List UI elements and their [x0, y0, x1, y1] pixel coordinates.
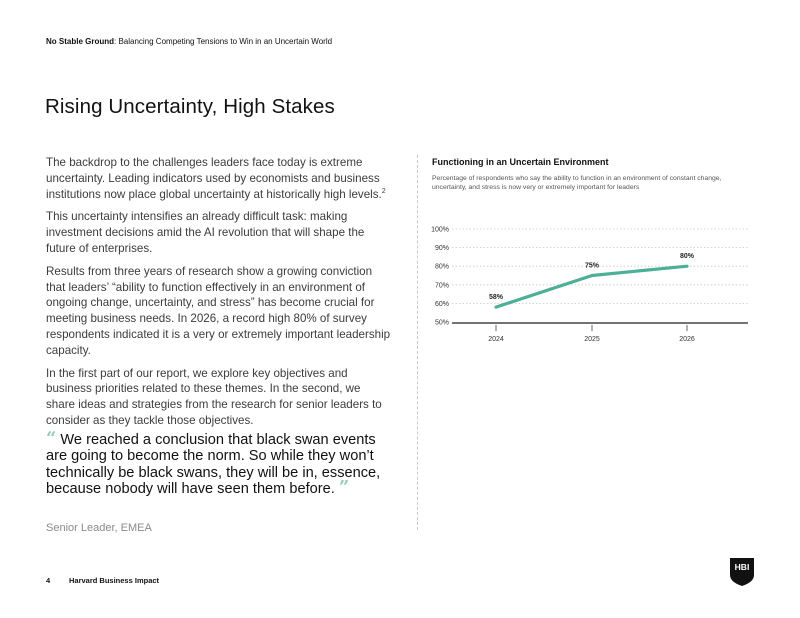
quote-attribution: Senior Leader, EMEA [46, 522, 152, 534]
hbi-logo [730, 558, 754, 586]
logo-text: HBI [734, 562, 750, 572]
x-tick-label: 2024 [488, 336, 504, 343]
report-title: No Stable Ground [46, 37, 114, 46]
y-tick-label: 60% [434, 300, 449, 308]
paragraph-2: This uncertainty intensifies an already difficult task: making investment decisions amid the AI revolution that will shape the future of enterprises. [46, 210, 365, 255]
chart-subtitle: Percentage of respondents who say the ability to function in an environment of constant change, uncertainty, and stress is now very or extremely important for leaders [432, 175, 722, 191]
x-tick-label: 2025 [584, 336, 600, 343]
close-quote-icon: ” [338, 477, 350, 499]
series-line [496, 266, 687, 307]
page-number: 4 [46, 576, 51, 585]
data-label: 80% [679, 253, 695, 261]
open-quote-icon: “ [46, 428, 57, 449]
report-subtitle: : Balancing Competing Tensions to Win in an Uncertain World [114, 37, 333, 46]
page-title: Rising Uncertainty, High Stakes [45, 95, 335, 118]
quote-text: We reached a conclusion that black swan events are going to become the norm. So while they won’t technically be black swans, they will be in, essence, because nobody will have seen them before. [46, 432, 381, 498]
publisher-name: Harvard Business Impact [69, 576, 160, 585]
y-tick-label: 90% [434, 245, 449, 253]
x-tick-label: 2026 [679, 336, 695, 343]
y-tick-label: 70% [434, 282, 449, 290]
paragraph-1-text: The backdrop to the challenges leaders face today is extreme uncertainty. Leading indicators used by economists and business institutions now place global uncertainty at historically high levels. [46, 156, 382, 201]
paragraph-3: Results from three years of research show a growing conviction that leaders’ “ability to function effectively in an environment of ongoing change, uncertainty, and stress” has become crucial for meeting business needs. In 2026, a record high 80% of survey respondents indicated it is a very or extremely important leadership capacity. [46, 264, 391, 357]
data-label: 75% [584, 262, 600, 270]
y-tick-label: 80% [434, 263, 449, 271]
paragraph-4: In the first part of our report, we explore key objectives and business priorities related to these themes. In the second, we share ideas and strategies from the research for senior leaders to consider as they tackle those objectives. [46, 366, 382, 427]
footnote-ref[interactable]: 2 [381, 187, 386, 195]
data-label: 58% [488, 294, 504, 302]
y-tick-label: 100% [431, 226, 449, 234]
chart-title: Functioning in an Uncertain Environment [432, 157, 609, 167]
y-tick-label: 50% [434, 319, 449, 327]
